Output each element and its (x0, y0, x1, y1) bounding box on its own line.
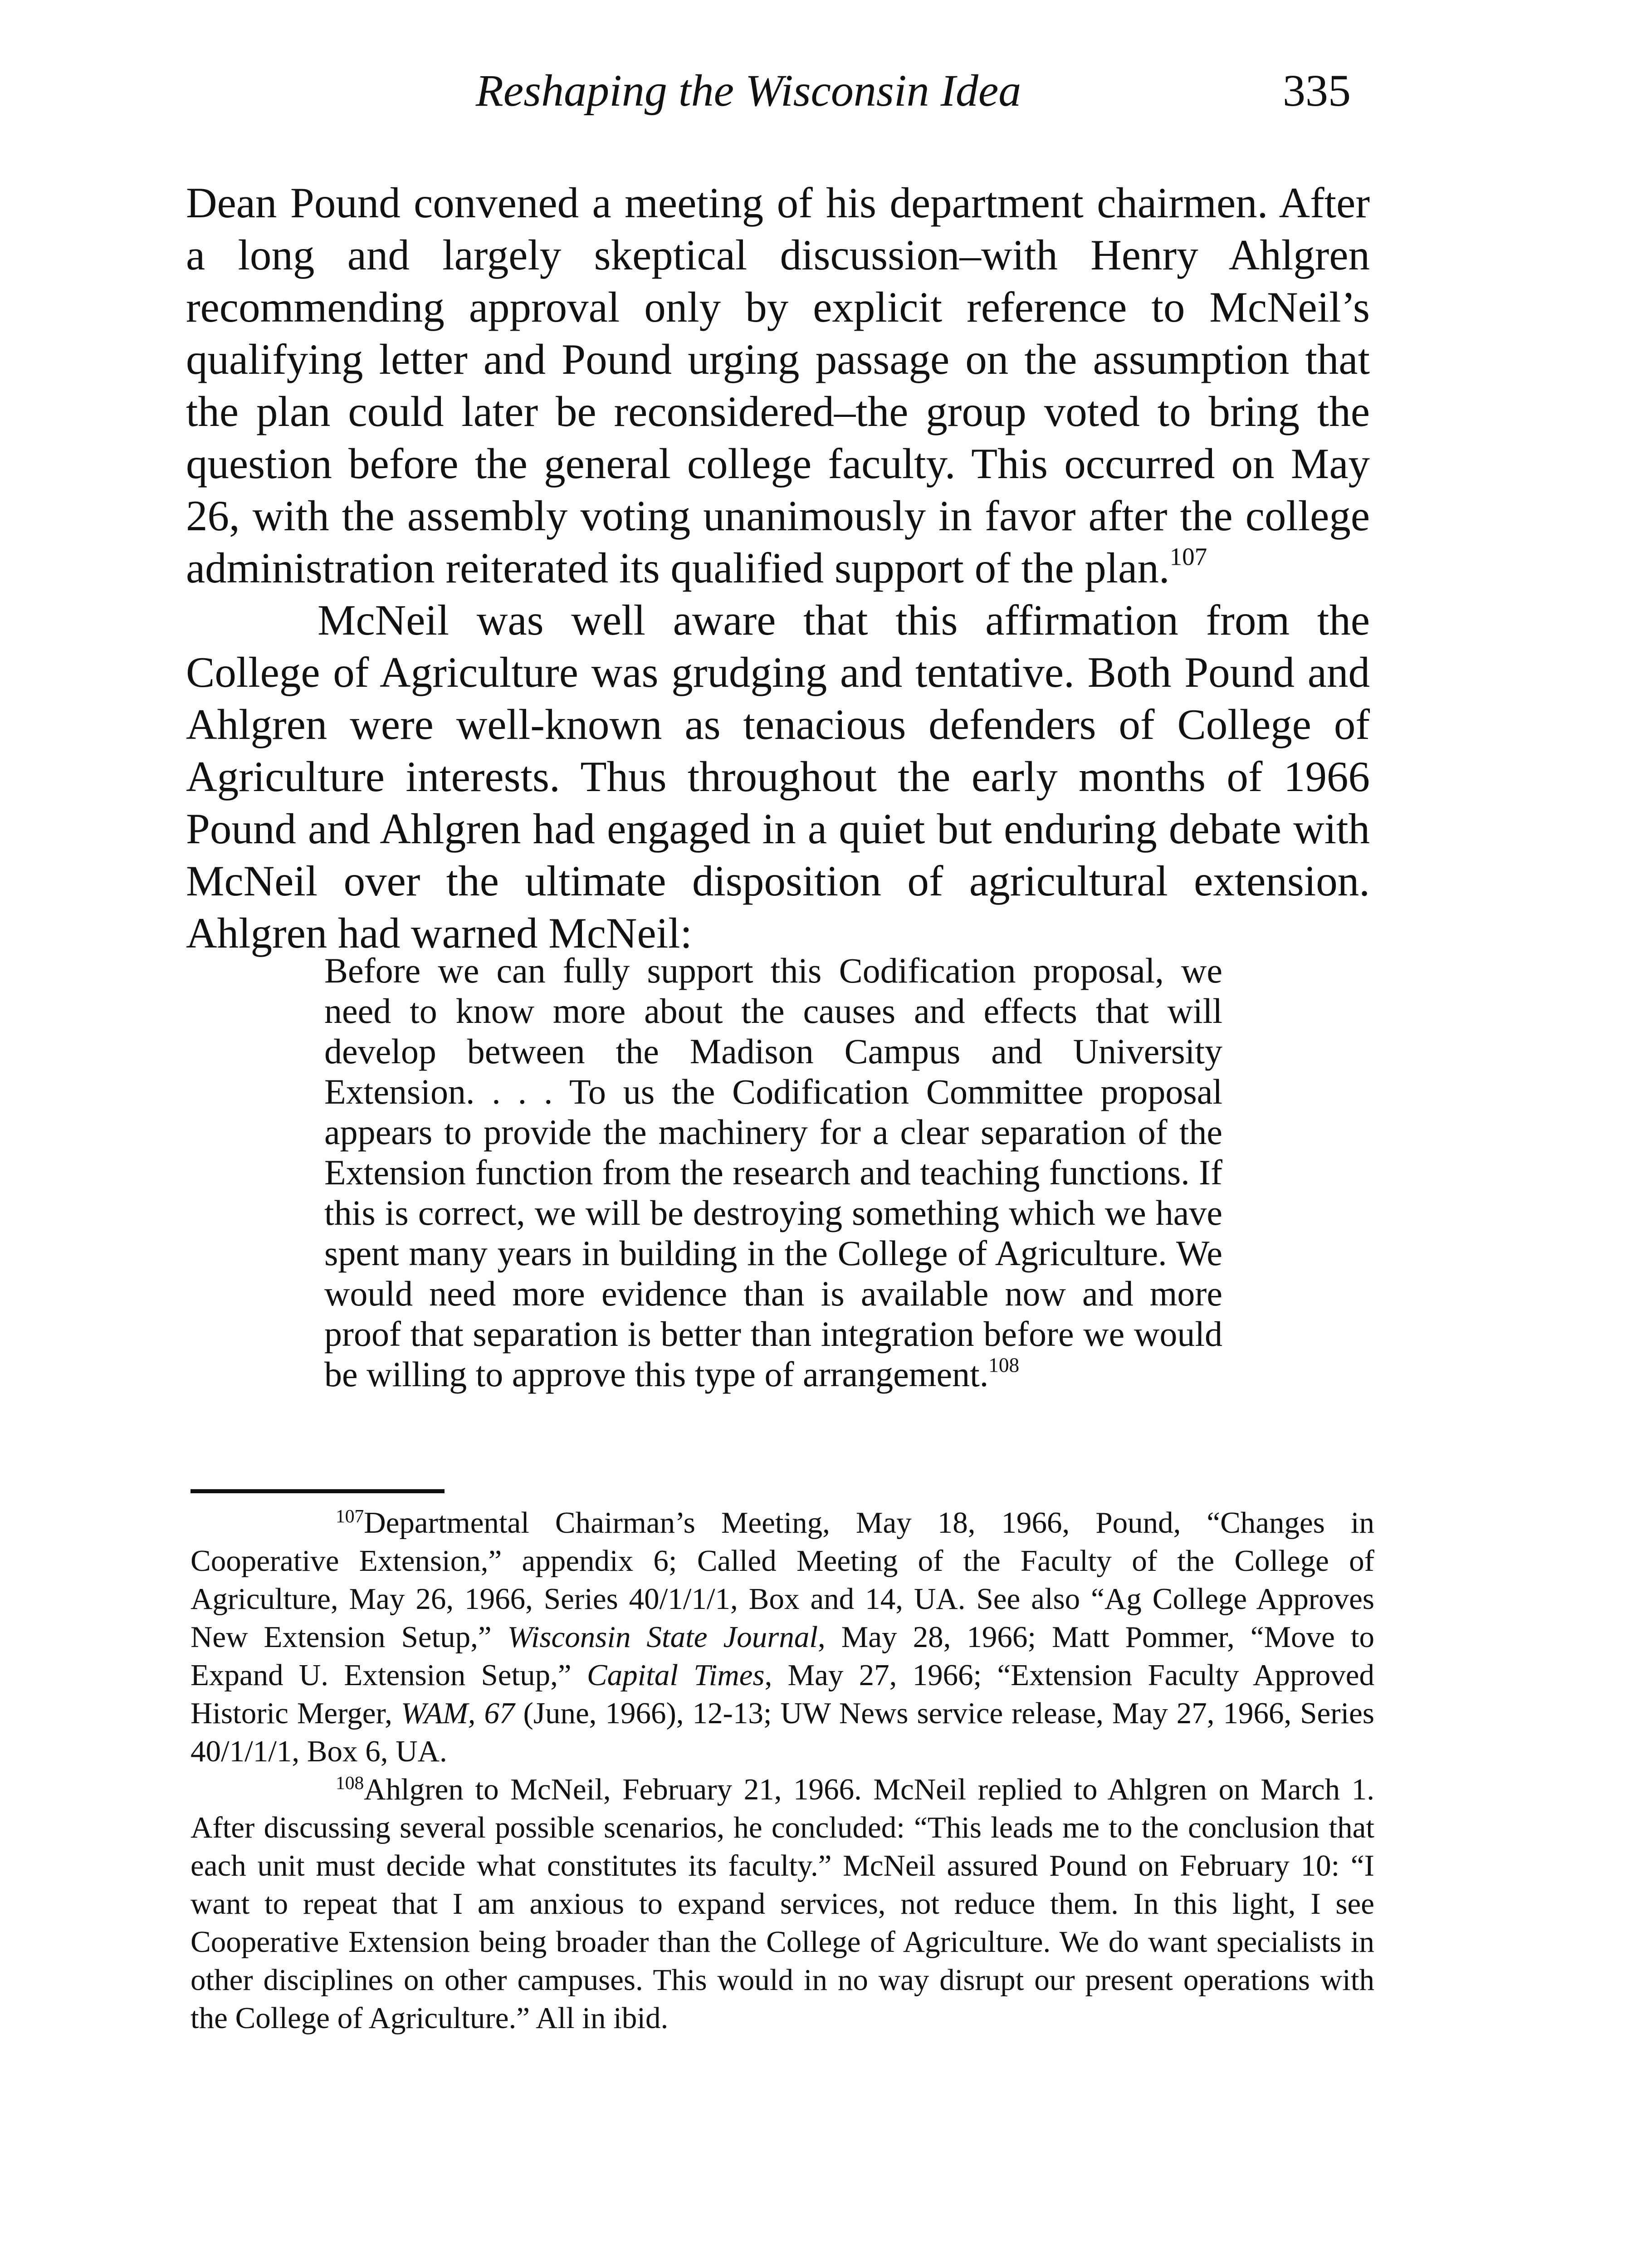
footnote-107-text-3: , May 27, 1966; “Extension Faculty Approved Historic Merger, (191, 1658, 1374, 1730)
footnote-108 (191, 1770, 1374, 2037)
body-paragraph-2 (186, 594, 1370, 959)
running-head-title: Reshaping the Wisconsin Idea (475, 65, 1021, 116)
footnote-108-mark: 108 (336, 1772, 364, 1794)
footnote-108-text: Ahlgren to McNeil, February 21, 1966. McNeil replied to Ahlgren on March 1. After discussing several possible scenarios, he concluded: “This leads me to the conclusion that each unit must decide what constitutes its faculty.” McNeil assured Pound on February 10: “I want to repeat that I am anxious to expand services, not reduce them. In this light, I see Cooperative Extension being broader than the College of Agriculture. We do want specialists in other disciplines on other campuses. This would in no way disrupt our present operations with the College of Agriculture.” All in ibid. (191, 1773, 1374, 2035)
footnote-107-italic-3: WAM, 67 (401, 1696, 515, 1730)
footnote-107-italic-1: Wisconsin State Journal (507, 1620, 818, 1654)
page-number: 335 (1283, 65, 1351, 116)
footnote-107-text-1: Departmental Chairman’s Meeting, May 18, 1966, Pound, “Changes in Cooperative Extension,” appendix 6; Called Meeting of the Faculty of the College of Agriculture, May 26, 1966, Series 40/1/1/1, Box and 14, UA. See also “Ag College Approves New Extension Setup,” (191, 1506, 1374, 1654)
footnote-107-mark: 107 (336, 1505, 364, 1527)
note-ref-108: 108 (988, 1354, 1020, 1377)
block-quote-text: Before we can fully support this Codification proposal, we need to know more about the causes and effects that will develop between the Madison Campus and University Extension. . . . To us the Codification Committee proposal appears to provide the machinery for a clear separation of the Extension function from the research and teaching functions. If this is correct, we will be destroying something which we have spent many years in building in the College of Agriculture. We would need more evidence than is available now and more proof that separation is better than integration before we would be willing to approve this type of arrangement. (324, 951, 1222, 1394)
block-quote (324, 950, 1222, 1394)
main-text (186, 177, 1370, 959)
note-ref-107: 107 (1169, 543, 1207, 571)
paragraph-2-text: McNeil was well aware that this affirmation from the College of Agriculture was grudging and tentative. Both Pound and Ahlgren were well-known as tenacious defenders of College of Agriculture interests. Thus throughout the early months of 1966 Pound and Ahlgren had engaged in a quiet but enduring debate with McNeil over the ultimate disposition of agricultural extension. Ahlgren had warned McNeil: (186, 596, 1370, 957)
footnote-separator-rule (191, 1489, 445, 1493)
paragraph-1-text: Dean Pound convened a meeting of his department chairmen. After a long and largely skeptical discussion–with Henry Ahlgren recommending approval only by explicit reference to McNeil’s qualifying letter and Pound urging passage on the assumption that the plan could later be reconsidered–the group voted to bring the question before the general college faculty. This occurred on May 26, with the assembly voting unanimously in favor after the college administration reiterated its qualified support of the plan. (186, 179, 1370, 592)
footnote-107 (191, 1504, 1374, 1770)
footnote-107-italic-2: Capital Times (586, 1658, 765, 1692)
footnote-107-text-2: , May 28, 1966; Matt Pommer, “Move to Expand U. Extension Setup,” (191, 1620, 1374, 1692)
body-paragraph-1 (186, 177, 1370, 594)
footnote-107-text-4: (June, 1966), 12-13; UW News service release, May 27, 1966, Series 40/1/1/1, Box 6, UA. (191, 1696, 1374, 1768)
footnotes (191, 1504, 1374, 2037)
